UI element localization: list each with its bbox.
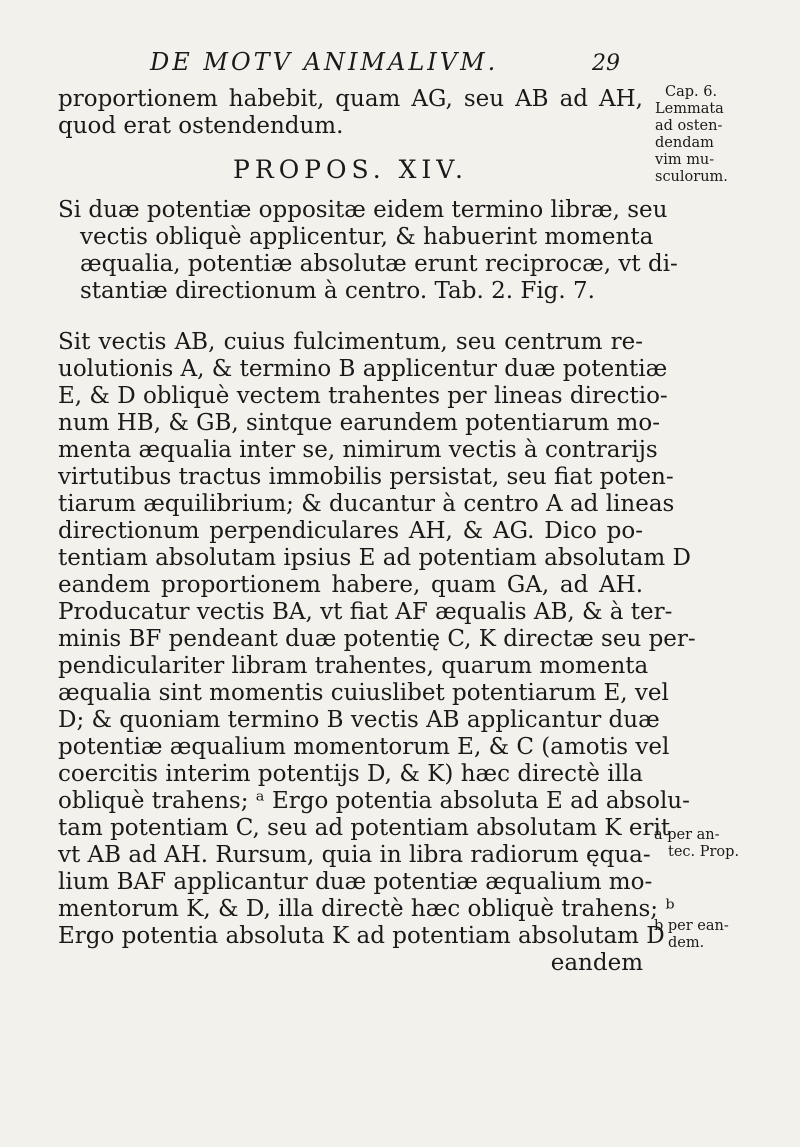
demonstration-line: tam potentiam C, seu ad potentiam absolutam K erit	[58, 815, 671, 841]
demonstration-line: vt AB ad AH. Rursum, quia in libra radiorum ęqua-	[58, 842, 651, 868]
margin-note-line: ad osten-	[655, 118, 723, 134]
margin-note-line: b per ean-	[654, 918, 729, 934]
demonstration-line: menta æqualia inter se, nimirum vectis à contrarijs	[58, 437, 658, 463]
demonstration-line: E, & D obliquè vectem trahentes per lineas directio-	[58, 383, 668, 409]
demonstration-line: num HB, & GB, sintque earundem potentiarum mo-	[58, 410, 660, 436]
margin-note-line: Lemmata	[655, 101, 724, 117]
margin-note-line: dendam	[655, 135, 714, 151]
demonstration-line: Sit vectis AB, cuius fulcimentum, seu centrum re-	[58, 329, 643, 355]
demonstration-line: potentiæ æqualium momentorum E, & C (amotis vel	[58, 734, 670, 760]
catchword: eandem	[550, 950, 643, 976]
demonstration-line: mentorum K, & D, illa directè hæc obliquè trahens; ᵇ	[58, 896, 675, 922]
demonstration-line: Ergo potentia absoluta K ad potentiam absolutam D	[58, 923, 665, 949]
text-line: proportionem habebit, quam AG, seu AB ad AH,	[58, 86, 643, 112]
demonstration-line: tiarum æquilibrium; & ducantur à centro A ad lineas	[58, 491, 675, 517]
paragraph-gap	[58, 305, 643, 329]
running-title: DE MOTV ANIMALIVM.	[150, 48, 499, 76]
margin-note-line: a per an-	[654, 827, 720, 843]
margin-note-chapter	[655, 84, 745, 186]
statement-line: æqualia, potentiæ absolutæ erunt reciprocæ, vt di-	[80, 251, 678, 277]
margin-note-line: sculorum.	[655, 169, 728, 185]
demonstration-line: coercitis interim potentijs D, & K) hæc directè illa	[58, 761, 643, 787]
demonstration-line: Producatur vectis BA, vt fiat AF æqualis AB, & à ter-	[58, 599, 673, 625]
demonstration-line: minis BF pendeant duæ potentię C, K directæ seu per-	[58, 626, 696, 652]
demonstration-line: æqualia sint momentis cuiuslibet potentiarum E, vel	[58, 680, 669, 706]
page-number: 29	[592, 51, 620, 76]
demonstration-line: obliquè trahens; ᵃ Ergo potentia absoluta E ad absolu-	[58, 788, 690, 814]
demonstration-line: pendiculariter libram trahentes, quarum momenta	[58, 653, 649, 679]
demonstration-line: tentiam absolutam ipsius E ad potentiam absolutam D	[58, 545, 691, 571]
margin-note-line: dem.	[668, 935, 705, 951]
demonstration-line: directionum perpendiculares AH, & AG. Dico po-	[58, 518, 643, 544]
margin-note-a	[654, 827, 774, 861]
demonstration-line: eandem proportionem habere, quam GA, ad AH.	[58, 572, 643, 598]
proposition-heading: PROPOS. XIV.	[233, 155, 468, 184]
statement-line: Si duæ potentiæ oppositæ eidem termino libræ, seu	[58, 197, 668, 223]
text-line: quod erat ostendendum.	[58, 113, 344, 139]
margin-note-line: Cap. 6.	[665, 84, 718, 100]
margin-note-line: tec. Prop.	[668, 844, 740, 860]
statement-line: stantiæ directionum à centro. Tab. 2. Fig. 7.	[80, 278, 595, 304]
margin-note-b	[654, 918, 764, 952]
statement-line: vectis obliquè applicentur, & habuerint momenta	[80, 224, 654, 250]
margin-note-line: vim mu-	[655, 152, 715, 168]
demonstration-line: uolutionis A, & termino B applicentur duæ potentiæ	[58, 356, 668, 382]
demonstration-line: D; & quoniam termino B vectis AB applicantur duæ	[58, 707, 660, 733]
demonstration-line: virtutibus tractus immobilis persistat, seu fiat poten-	[58, 464, 674, 490]
running-head	[150, 48, 620, 76]
demonstration-line: lium BAF applicantur duæ potentiæ æqualium mo-	[58, 869, 653, 895]
